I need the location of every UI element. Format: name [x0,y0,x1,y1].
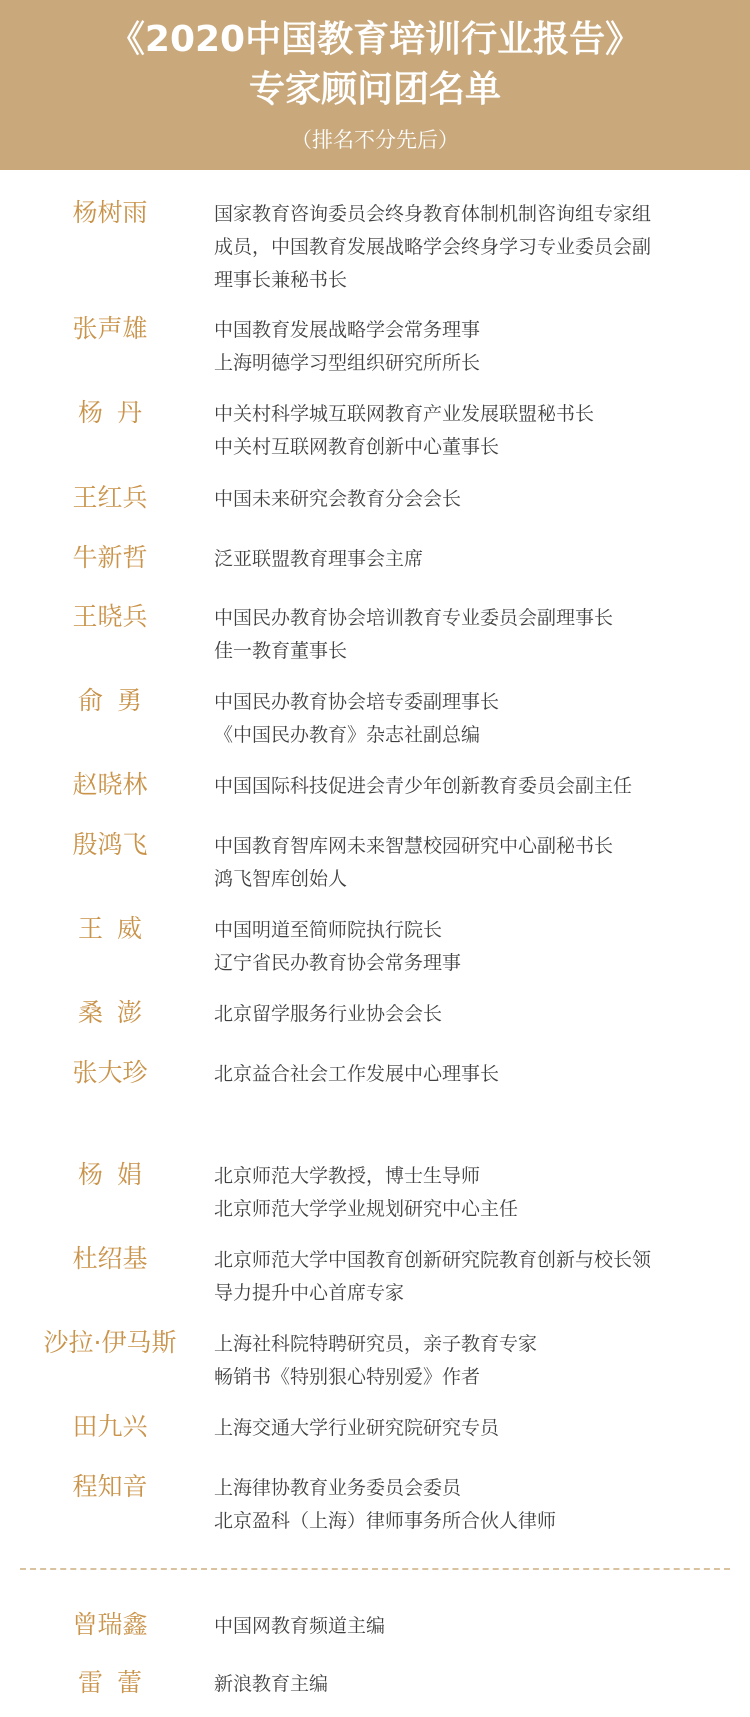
expert-name: 殷鸿飞 [72,830,148,859]
expert-title-line: 中国民办教育协会培专委副理事长 [214,691,500,713]
expert-name: 俞勇 [77,686,156,715]
expert-title-line: 新浪教育主编 [214,1673,329,1695]
expert-title-line: 北京师范大学教授，博士生导师 [214,1165,481,1187]
expert-title-line: 中国网教育频道主编 [214,1615,386,1637]
expert-title-line: 辽宁省民办教育协会常务理事 [214,952,462,974]
expert-title [214,914,734,980]
expert-name: 雷蕾 [77,1668,156,1697]
expert-title-line: 鸿飞智库创始人 [214,868,348,890]
expert-title [214,314,734,380]
expert-title [214,998,734,1031]
expert-title [214,686,734,752]
expert-title-line: 理事长兼秘书长 [214,269,348,291]
expert-name: 杨树雨 [72,198,148,227]
expert-name: 张大珍 [72,1058,148,1087]
expert-title-line: 成员，中国教育发展战略学会终身学习专业委员会副 [214,236,652,258]
expert-title-line: 中国民办教育协会培训教育专业委员会副理事长 [214,607,614,629]
expert-title [214,1412,734,1445]
expert-title-line: 中国未来研究会教育分会会长 [214,488,462,510]
expert-title-line: 上海社科院特聘研究员，亲子教育专家 [214,1333,538,1355]
expert-title-line: 中关村科学城互联网教育产业发展联盟秘书长 [214,403,595,425]
expert-title [214,1244,734,1310]
expert-title-line: 导力提升中心首席专家 [214,1282,405,1304]
expert-title-line: 中关村互联网教育创新中心董事长 [214,436,500,458]
expert-title [214,483,734,516]
expert-name: 王晓兵 [72,602,148,631]
expert-name: 张声雄 [72,314,148,343]
expert-title-line: 北京师范大学学业规划研究中心主任 [214,1198,519,1220]
expert-title-line: 《中国民办教育》杂志社副总编 [214,724,481,746]
expert-title [214,830,734,896]
expert-title-line: 中国教育发展战略学会常务理事 [214,319,481,341]
expert-title-line: 国家教育咨询委员会终身教育体制机制咨询组专家组 [214,203,652,225]
expert-name: 杨娟 [77,1160,156,1189]
expert-title [214,398,734,464]
expert-title [214,1472,734,1538]
expert-title-line: 中国国际科技促进会青少年创新教育委员会副主任 [214,775,633,797]
expert-title-line: 北京盈科（上海）律师事务所合伙人律师 [214,1510,557,1532]
expert-title-line: 泛亚联盟教育理事会主席 [214,548,424,570]
expert-title [214,602,734,668]
expert-title-line: 佳一教育董事长 [214,640,348,662]
expert-name: 桑澎 [77,998,156,1027]
expert-title-line: 上海明德学习型组织研究所所长 [214,352,481,374]
expert-title-line: 畅销书《特别狠心特别爱》作者 [214,1366,481,1388]
expert-name: 杨丹 [77,398,156,427]
expert-title-line: 北京益合社会工作发展中心理事长 [214,1063,500,1085]
expert-title-line: 中国教育智库网未来智慧校园研究中心副秘书长 [214,835,614,857]
expert-title-line: 北京师范大学中国教育创新研究院教育创新与校长领 [214,1249,652,1271]
expert-title [214,1058,734,1091]
expert-name: 曾瑞鑫 [72,1610,148,1639]
expert-title [214,198,734,297]
expert-name: 赵晓林 [72,770,148,799]
expert-title [214,1160,734,1226]
expert-name: 杜绍基 [72,1244,148,1273]
expert-name: 王红兵 [72,483,148,512]
expert-name: 牛新哲 [72,543,148,572]
ranking-note: （排名不分先后） [291,128,459,152]
report-header [0,0,750,170]
section-divider [20,1568,730,1570]
expert-title-line: 上海交通大学行业研究院研究专员 [214,1417,500,1439]
expert-title [214,543,734,576]
expert-name: 田九兴 [72,1412,148,1441]
expert-title [214,1328,734,1394]
expert-title [214,770,734,803]
expert-title [214,1668,734,1701]
expert-name: 程知音 [72,1472,148,1501]
list-title: 专家顾问团名单 [248,69,501,110]
report-title: 《2020中国教育培训行业报告》 [108,19,642,60]
expert-name: 沙拉·伊马斯 [43,1328,177,1357]
expert-title [214,1610,734,1643]
expert-name: 王威 [77,914,156,943]
expert-title-line: 中国明道至简师院执行院长 [214,919,443,941]
expert-title-line: 北京留学服务行业协会会长 [214,1003,443,1025]
expert-title-line: 上海律协教育业务委员会委员 [214,1477,462,1499]
